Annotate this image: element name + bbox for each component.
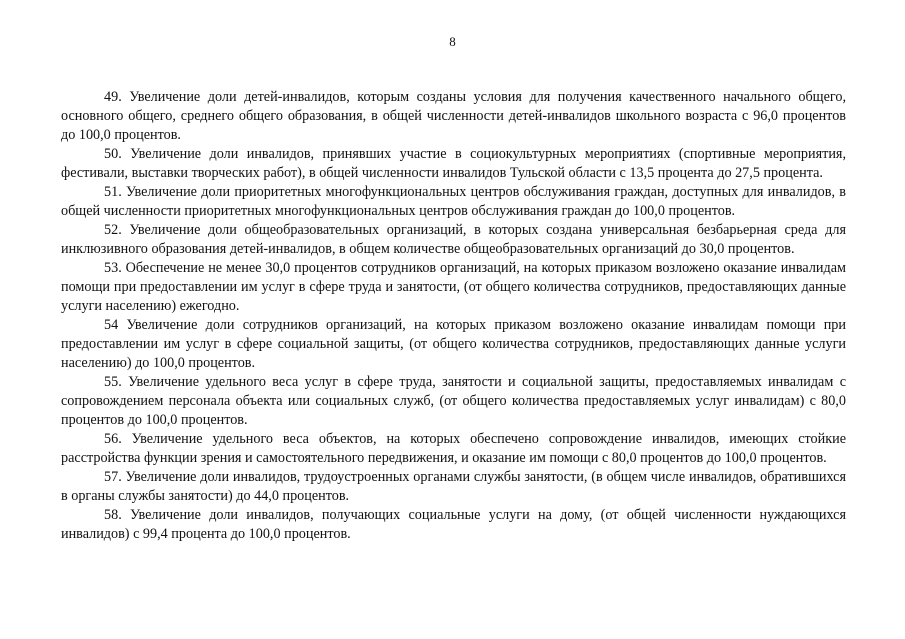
list-item-49: 49. Увеличение доли детей-инвалидов, которым созданы условия для получения качественного начального общего, основного общего, среднего общего образования, в общей численности детей-инвалидов школьного возраста с 96,0 процентов до 100,0 процентов.: [61, 89, 846, 143]
list-item-52: 52. Увеличение доли общеобразовательных организаций, в которых создана универсальная безбарьерная среда для инклюзивного образования детей-инвалидов, в общем количестве общеобразовательных организаций до 30,0 процентов.: [61, 222, 846, 257]
list-item-54: 54 Увеличение доли сотрудников организаций, на которых приказом возложено оказание инвалидам помощи при предоставлении им услуг в сфере социальной защиты, (от общего количества сотрудников, предоставляющих данные услуги населению) до 100,0 процентов.: [61, 317, 846, 371]
document-body: [61, 88, 846, 544]
list-item-56: 56. Увеличение удельного веса объектов, на которых обеспечено сопровождение инвалидов, имеющих стойкие расстройства функции зрения и самостоятельного передвижения, и оказание им помощи с 80,0 процентов до 100,0 процентов.: [61, 431, 846, 466]
list-item-57: 57. Увеличение доли инвалидов, трудоустроенных органами службы занятости, (в общем числе инвалидов, обратившихся в органы службы занятости) до 44,0 процентов.: [61, 469, 846, 504]
page-number: 8: [449, 34, 456, 49]
list-item-55: 55. Увеличение удельного веса услуг в сфере труда, занятости и социальной защиты, предоставляемых инвалидам с сопровождением персонала объекта или социальных служб, (от общего количества предоставляемых услуг инвалидам) с 80,0 процентов до 100,0 процентов.: [61, 374, 846, 428]
list-item-50: 50. Увеличение доли инвалидов, принявших участие в социокультурных мероприятиях (спортивные мероприятия, фестивали, выставки творческих работ), в общей численности инвалидов Тульской области с 13,5 процента до 27,5 процента.: [61, 146, 846, 181]
list-item-51: 51. Увеличение доли приоритетных многофункциональных центров обслуживания граждан, доступных для инвалидов, в общей численности приоритетных многофункциональных центров обслуживания граждан до 100,0 процентов.: [61, 184, 846, 219]
list-item-53: 53. Обеспечение не менее 30,0 процентов сотрудников организаций, на которых приказом возложено оказание инвалидам помощи при предоставлении им услуг в сфере труда и занятости, (от общего количества сотрудников, предоставляющих данные услуги населению) ежегодно.: [61, 260, 846, 314]
list-item-58: 58. Увеличение доли инвалидов, получающих социальные услуги на дому, (от общей численности нуждающихся инвалидов) с 99,4 процента до 100,0 процентов.: [61, 507, 846, 542]
